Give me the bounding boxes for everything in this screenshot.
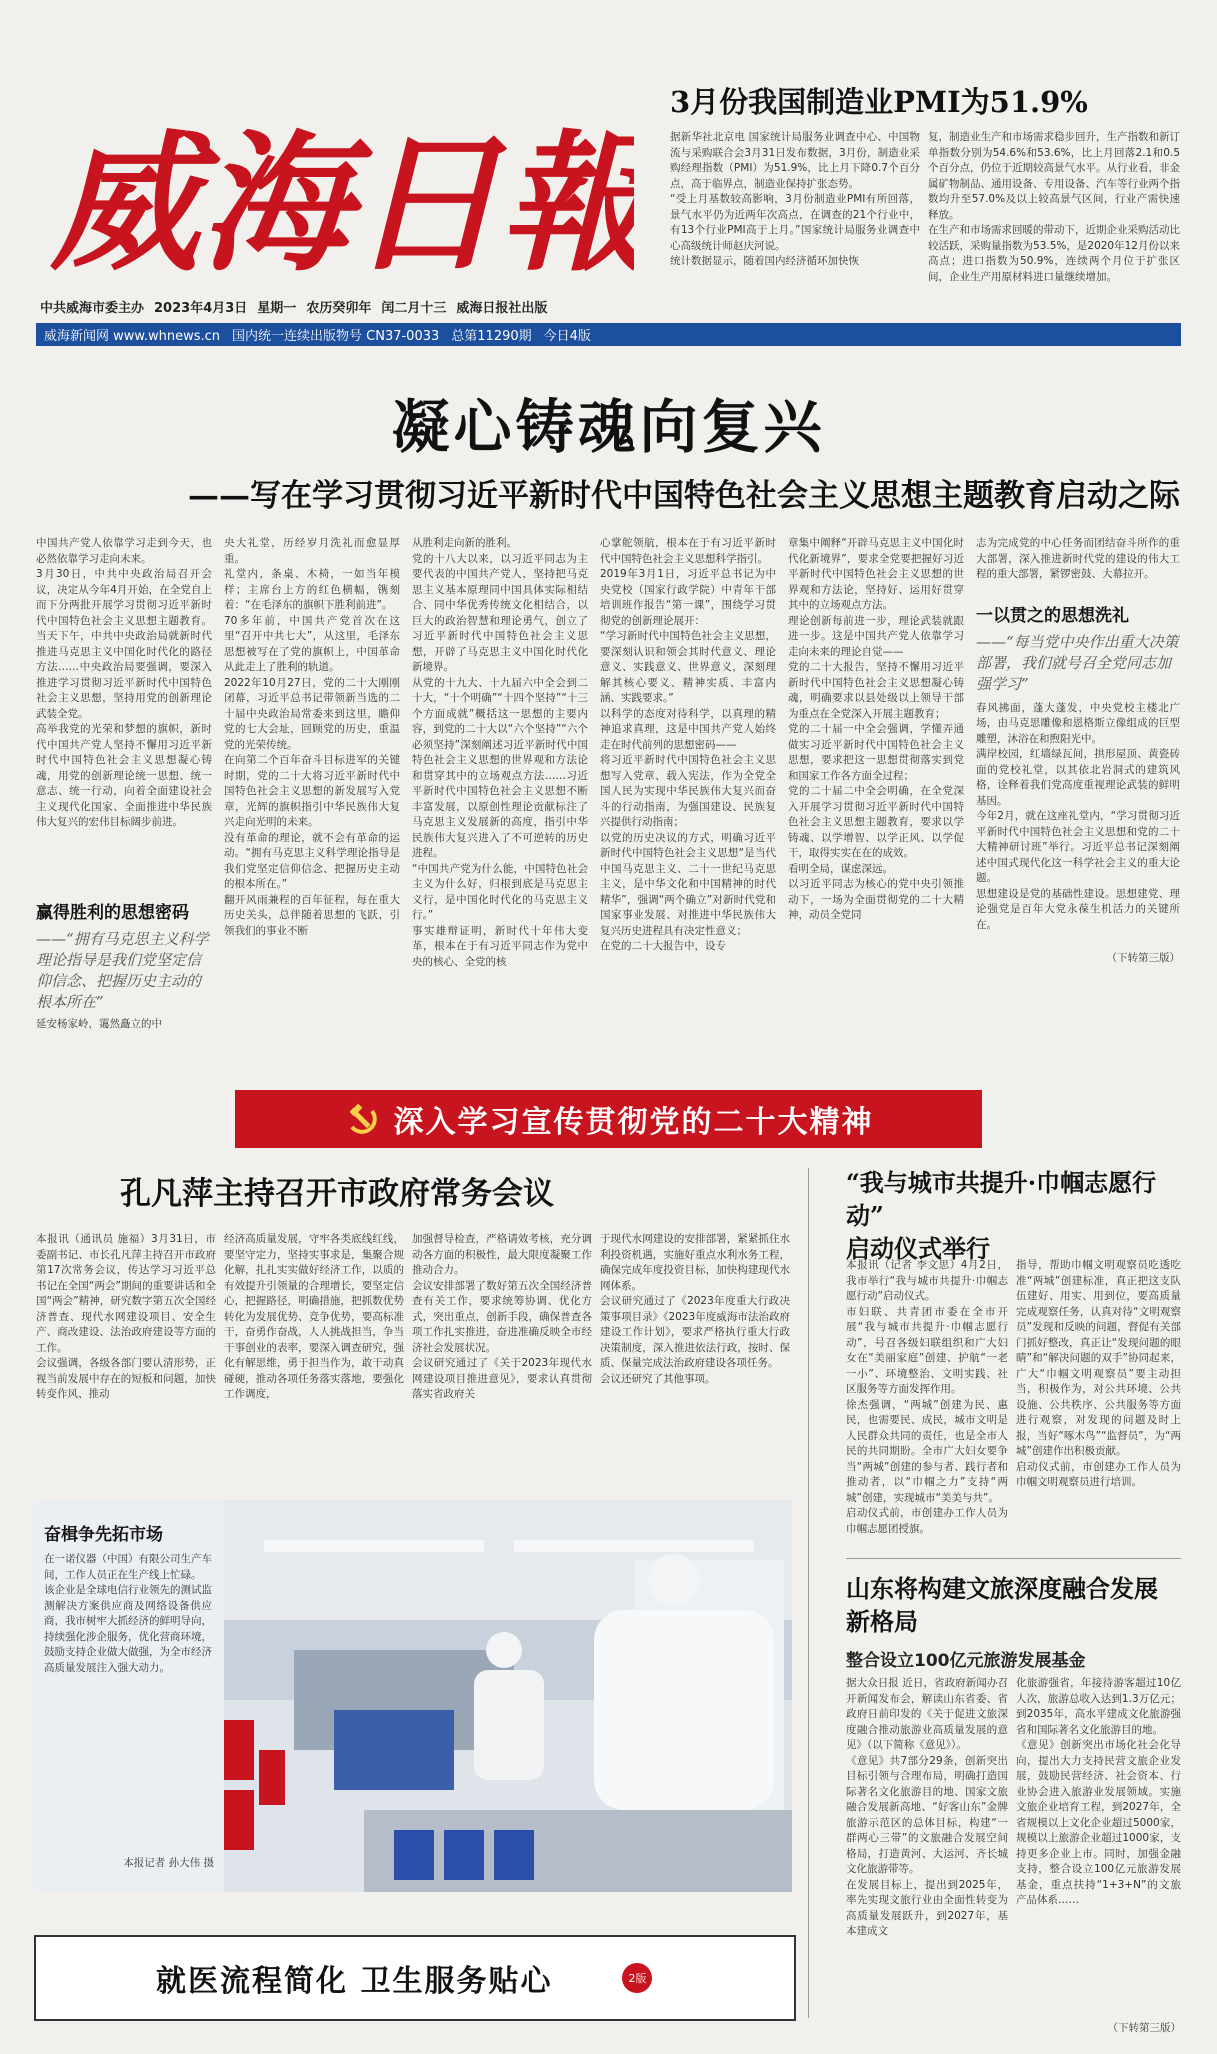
masthead-info-line [40,297,650,319]
feature-col6-quote: ——“每当党中央作出重大决策部署，我们就号召全党同志加强学习” [976,632,1179,693]
photo-caption-box [34,1500,224,1892]
feature-subtitle: ——写在学习贯彻习近平新时代中国特色社会主义思想主题教育启动之际 [188,478,1180,514]
tourism-continued: （下转第三版） [1107,2022,1181,2034]
horizontal-rule [846,1558,1181,1559]
hammer-sickle-icon [344,1101,380,1137]
feature-col6-continued: （下转第三版） [1106,951,1180,964]
pmi-column-1: 据新华社北京电 国家统计局服务业调查中心、中国物流与采购联合会3月31日发布数据，3月份，制造业采购经理指数（PMI）为51.9%，比上月下降0.7个百分点，高于临界点，制造业保持扩张态势。 “受上月基数较高影响，3月份制造业PMI有所回落，景气水平仍为近两年次高点，在调查的21个行业中，有13个行业PMI高于上月。”国家统计局服务业调查中心高级统计师赵庆河说。 统计数据显示，随着国内经济循环加快恢 [670,131,920,267]
pmi-column-2: 复，制造业生产和市场需求稳步回升，生产指数和新订单指数分别为54.6%和53.6%，比上月回落2.1和0.5个百分点，仍位于近期较高景气水平。从行业看，非金属矿物制品、通用设备、专用设备、汽车等行业两个指数均升至57.0%及以上较高景气区间，行业产需快速释放。 在生产和市场需求回暖的带动下，近期企业采购活动比较活跃，采购量指数为53.5%，是2020年12月份以来高点；进口指数为50.9%，连续两个月位于扩张区间，企业生产用原材料进口量继续增加。 [928,131,1180,283]
bottom-feature-title: 就医流程简化 卫生服务贴心 [156,1964,553,1999]
feature-column-1 [36,536,212,1071]
pmi-headline: 3月份我国制造业PMI为51.9% [670,85,1088,119]
meeting-title: 孔凡萍主持召开市政府常务会议 [120,1176,554,1212]
masthead-lunar: 农历癸卯年 [306,301,372,316]
feature-col6-body: 春风拂面，蓬大蓬发，中央党校主楼北广场，由马克思雕像和恩格斯立像组成的巨型雕塑，沐浴在和煦阳光中。 满岸校园，红墙绿瓦间，拱形屋顶、黄瓷砖面的党校礼堂，以其依北岩洞式的建筑风格，诠释着我们党高度重视理论武装的鲜明基因。 今年2月，就在这座礼堂内，“学习贯彻习近平新时代中国特色社会主义思想和党的二十大精神研讨班”举行。习近平总书记深刻阐述中国式现代化这一科学社会主义的重大论题。 思想建设是党的基础性建设。思想建党、理论强党是百年大党永葆生机活力的关键所在。 [976,701,1180,931]
meeting-column-1: 本报讯（通讯员 施福）3月31日，市委副书记、市长孔凡萍主持召开市政府第17次常务会议，传达学习习近平总书记在全国“两会”期间的重要讲话和全国“两会”精神，研究数字第五次全国经济普查、现代水网建设项目、安全生产、商改建设、法治政府建设等方面的工作。 会议强调，各级各部门要认清形势，正视当前发展中存在的短板和问题，加快转变作风、推动 [36,1233,216,1400]
meeting-column-2: 经济高质量发展，守牢各类底线红线，要坚守定力，坚持实事求是，集聚合规化解，扎扎实实做好经济工作，以质的有效提升引领量的合理增长，要坚定信心，把握路径，明确措施，把抓数优势转化为发展优势、竞争优势，要高标准干，奋勇作奋战，人人挑战担当，争当干事创业的表率，要深入调查研究，强化有解思维，勇于担当作为，敢干动真碰硬，推动各项任务落实落地，要强化工作调度， [224,1233,404,1400]
feature-col1-text: 中国共产党人依靠学习走到今天，也必然依靠学习走向未来。 3月30日，中共中央政治局召开会议，决定从今年4月开始，在全党自上而下分两批开展学习贯彻习近平新时代中国特色社会主义思想主题教育。当天下午，中共中央政治局就新时代推进马克思主义中国化时代化的路径方法……中央政治局要强调，要深入推进学习贯彻习近平新时代中国特色社会主义思想，坚持用党的创新理论武装全党。 高举我党的光荣和梦想的旗帜，新时代中国共产党人坚持不懈用习近平新时代中国特色社会主义思想凝心铸魂，用党的创新理论统一思想、统一意志、统一行动，向着全面建设社会主义现代化国家、全面推进中华民族伟大复兴的宏伟目标阔步前进。 [36,537,212,828]
masthead-publisher: 威海日报社出版 [456,301,548,316]
tourism-column-2 [1016,1676,1181,2041]
feature-column-4: 心掌舵领航，根本在于有习近平新时代中国特色社会主义思想科学指引。 2019年3月1日，习近平总书记为中央党校（国家行政学院）中青年干部培训班作报告“第一课”，围绕学习贯彻党的创新理论展开： “学习新时代中国特色社会主义思想，要深刻认识和领会其时代意义、理论意义、实践意义、世界意义，深刻理解其核心要义、精神实质、丰富内涵、实践要求。” 以科学的态度对待科学，以真理的精神追求真理，这是中国共产党人始终走在时代前列的思想密码—— 将习近平新时代中国特色社会主义思想写入党章、载入宪法，作为全党全国人民为实现中华民族伟大复兴而奋斗的行动指南，为强国建设、民族复兴提供行动指南； 以党的历史决议的方式，明确习近平新时代中国特色社会主义思想“是当代中国马克思主义、二十一世纪马克思主义，是中华文化和中国精神的时代精华”，强调“两个确立”对新时代党和国家事业发展、对推进中华民族伟大复兴历史进程具有决定性意义； 在党的二十大报告中，设专 [600,537,776,952]
tourism-col2-text: 化旅游强省，年接待游客超过10亿人次，旅游总收入达到1.3万亿元；到2035年，高水平建成文化旅游强省和国际著名文化旅游目的地。 《意见》创新突出市场化社会化导向，提出大力支持民营文旅企业发展，鼓励民营经济、社会资本、行业协会进入旅游业发展领域。实施文旅企业培育工程，到2027年，全省规模以上文化企业超过5000家，规模以上旅游企业超过1000家，支持更多企业上市。同时，加强金融支持，整合设立100亿元旅游发展基金，重点扶持“1+3+N”的文旅产品体系…… [1016,1677,1181,1906]
feature-column-3: 从胜利走向新的胜利。 党的十八大以来，以习近平同志为主要代表的中国共产党人，坚持把马克思主义基本原理同中国具体实际相结合、同中华优秀传统文化相结合，以巨大的政治智慧和理论勇气，创立了习近平新时代中国特色社会主义思想，开辟了马克思主义中国化时代化新境界。 从党的十九大、十九届六中全会到二十大，“十个明确”“十四个坚持”“十三个方面成就”概括这一思想的主要内容，到党的二十大以“六个坚持”“六个必须坚持”深刻阐述习近平新时代中国特色社会主义思想的世界观和方法论和贯穿其中的立场观点方法……习近平新时代中国特色社会主义思想不断丰富发展，以原创性理论贡献标注了马克思主义发展新的高度，指引中华民族伟大复兴进入了不可逆转的历史进程。 “中国共产党为什么能，中国特色社会主义为什么好，归根到底是马克思主义行，是中国化时代化的马克思主义行。” 事实雄辩证明，新时代十年伟大变革，根本在于有习近平同志作为党中央的核心、全党的核 [412,537,588,968]
masthead-pages: 今日4版 [543,329,591,344]
bottom-feature-box[interactable] [34,1935,796,2021]
masthead-logo-graphic [44,86,634,286]
masthead-date: 2023年4月3日 [154,301,248,316]
feature-column-2: 央大礼堂，历经岁月洗礼而愈显厚重。 礼堂内，条桌、木椅，一如当年模样；主席台上方的红色横幅，镌刻着：“在毛泽东的旗帜下胜利前进”。 70多年前，中国共产党首次在这里“召开中共七大”，从这里，毛泽东思想被写在了党的旗帜上，中国革命从此走上了胜利的轨道。 2022年10月27日，党的二十大刚刚闭幕，习近平总书记带领新当选的二十届中央政治局常委来到这里，瞻仰党的七大会址，回顾党的历史，重温党的光荣传统。 在向第二个百年奋斗目标进军的关键时期，党的二十大将习近平新时代中国特色社会主义思想的新发展写入党章，光辉的旗帜指引中华民族伟大复兴走向光明的未来。 没有革命的理论，就不会有革命的运动。“拥有马克思主义科学理论指导是我们党坚定信仰信念、把握历史主动的根本所在。” 翻开风雨兼程的百年征程，每在重大历史关头，总伴随着思想的飞跃，引领我们的事业不断 [224,537,400,937]
feature-title: 凝心铸魂向复兴 [391,393,826,461]
feature-column-6 [976,536,1180,1071]
banner-text: 深入学习宣传贯彻党的二十大精神 [393,1105,874,1140]
masthead-weekday: 星期一 [257,301,297,316]
meeting-column-3: 加强督导检查，严格请效考核，充分调动各方面的积极性，最大限度凝聚工作推动合力。 会议安排部署了数好第五次全国经济普查有关工作，要求统筹协调、优化方式，突出重点，创新手段，确保普查各项工作扎实推进，奋进准确反映全市经济社会发展状况。 会议研究通过了《关于2023年现代水网建设项目推进意见》，要求认真贯彻落实省政府关 [412,1233,592,1400]
photo-title: 奋楫争先拓市场 [44,1525,163,1545]
photo-credit: 本报记者 孙大伟 摄 [123,1857,214,1869]
section-divider [808,1168,809,2018]
meeting-column-4: 于现代水网建设的安排部署，紧紧抓住水利投资机遇，实施好重点水利水务工程，确保完成年度投资目标，加快构建现代水网体系。 会议研究通过了《2023年度重大行政决策事项目录》《2023年度威海市法治政府建设工作计划》，要求严格执行重大行政决策制度，深入推进依法行政，按时、保质、保量完成法治政府建设各项任务。 会议还研究了其他事项。 [600,1233,790,1385]
masthead-lunar-day: 闰二月十三 [381,301,447,316]
photo-caption: 在一诺仪器（中国）有限公司生产车间，工作人员正在生产线上忙碌。 该企业是全球电信行业领先的测试监测解决方案供应商及网络设备供应商，我市树牢大抓经济的鲜明导向，持续强化涉企服务，优化营商环境，鼓励支持企业做大做强，为全市经济高质量发展注入强大动力。 [44,1553,212,1674]
masthead-issue: 总第11290期 [451,329,532,344]
feature-col6-subhead: 一以贯之的思想洗礼 [976,605,1129,626]
party-congress-banner [235,1090,982,1148]
feature-col6-text: 志为完成党的中心任务而团结奋斗所作的重大部署，深入推进新时代党的建设的伟大工程的重大部署，紧锣密鼓、大幕拉开。 [976,537,1180,580]
masthead-logo [44,86,634,286]
volunteer-column-1: 本报讯（记者 李文思）4月2日，我市举行“我与城市共提升·巾帼志愿行动”启动仪式。 市妇联、共青团市委在全市开展“我与城市共提升·巾帼志愿行动”，号召各级妇联组织和广大妇女在“美丽家庭”创建、护航“一老一小”、环境整治、文明实践、社区服务等方面发挥作用。 徐杰强调，“两城”创建为民、惠民，也需要民、成民，城市文明是人民群众共同的责任，也是全市人民的共同期盼。全市广大妇女要争当“两城”创建的参与者、践行者和推动者，以“巾帼之力”支持“两城”创建，实现城市“美美与共”。 启动仪式前，市创建办工作人员为巾帼志愿团授旗。 [846,1259,1008,1535]
masthead-sponsor: 中共威海市委主办 [40,301,145,316]
feature-col1-tail: 延安杨家岭，霭然矗立的中 [36,1018,162,1030]
volunteer-title: “我与城市共提升·巾帼志愿行动” 启动仪式举行 [846,1168,1157,1263]
masthead-info-bar [36,323,1181,346]
feature-col1-quote: ——“拥有马克思主义科学理论指导是我们党坚定信仰信念、把握历史主动的根本所在” [36,930,209,1011]
factory-photo [34,1500,792,1892]
feature-column-5: 章集中阐释“开辟马克思主义中国化时代化新境界”，要求全党要把握好习近平新时代中国特色社会主义思想的世界观和方法论，坚持好、运用好贯穿其中的立场观点方法。 理论创新每前进一步，理论武装就跟进一步。这是中国共产党人依靠学习走向未来的理论自觉—— 党的二十大报告，坚持不懈用习近平新时代中国特色社会主义思想凝心铸魂，明确要求以县处级以上领导干部为重点在全党深入开展主题教育； 党的二十届一中全会强调，学懂弄通做实习近平新时代中国特色社会主义思想，要求把这一思想贯彻落实到党和国家工作各方面全过程； 党的二十届二中全会明确，在全党深入开展学习贯彻习近平新时代中国特色社会主义思想主题教育，要求以学铸魂、以学增智、以学正风、以学促干，取得实实在在的成效。 看明全局，谋虑深远。 以习近平同志为核心的党中央引领推动下，一场为全面贯彻党的二十大精神，动员全党同 [788,537,964,921]
volunteer-column-2: 指导，帮助巾帼文明观察员吃透吃准“两城”创建标准，真正把这支队伍建好、用实、用到位，要高质量完成观察任务，认真对待“文明观察员”发现和反映的问题，督促有关部门抓好整改，真正让“发现问题的眼睛”和“解决问题的双手”协同起来，广大“巾帼文明观察员”要主动担当，积极作为，对公共环境、公共设施、公共秩序、公共服务等方面进行观察，对发现的问题及时上报，当好“啄木鸟”“监督员”，为“两城”创建作出积极贡献。 启动仪式前，市创建办工作人员为巾帼文明观察员进行培训。 [1016,1259,1181,1488]
tourism-column-1: 据大众日报 近日，省政府新闻办召开新闻发布会，解读山东省委、省政府日前印发的《关于促进文旅深度融合推动旅游业高质量发展的意见》（以下简称《意见》）。 《意见》共7部分29条，创新突出目标引领与合理布局，明确打造国际著名文化旅游目的地、国家文旅融合发展新高地、“好客山东”金牌旅游示范区的总体目标，构建“一群两心三带”的文旅融合发展空间格局，打造黄河、大运河、齐长城文化旅游带等。 在发展目标上，提出到2025年，率先实现文旅行业由全面性转变为高质量发展跃升，到2027年，基本建成文 [846,1677,1008,1937]
tourism-subtitle: 整合设立100亿元旅游发展基金 [846,1651,1086,1671]
masthead-logo-text: 威海日報 [50,116,634,286]
masthead-website[interactable]: 威海新闻网 www.whnews.cn [44,329,221,344]
masthead-cn: 国内统一连续出版物号 CN37-0033 [232,329,440,344]
tourism-title: 山东将构建文旅深度融合发展 新格局 [846,1574,1158,1636]
feature-col1-subhead: 赢得胜利的思想密码 [36,903,189,923]
page-reference-badge[interactable]: 2版 [622,1963,652,1993]
